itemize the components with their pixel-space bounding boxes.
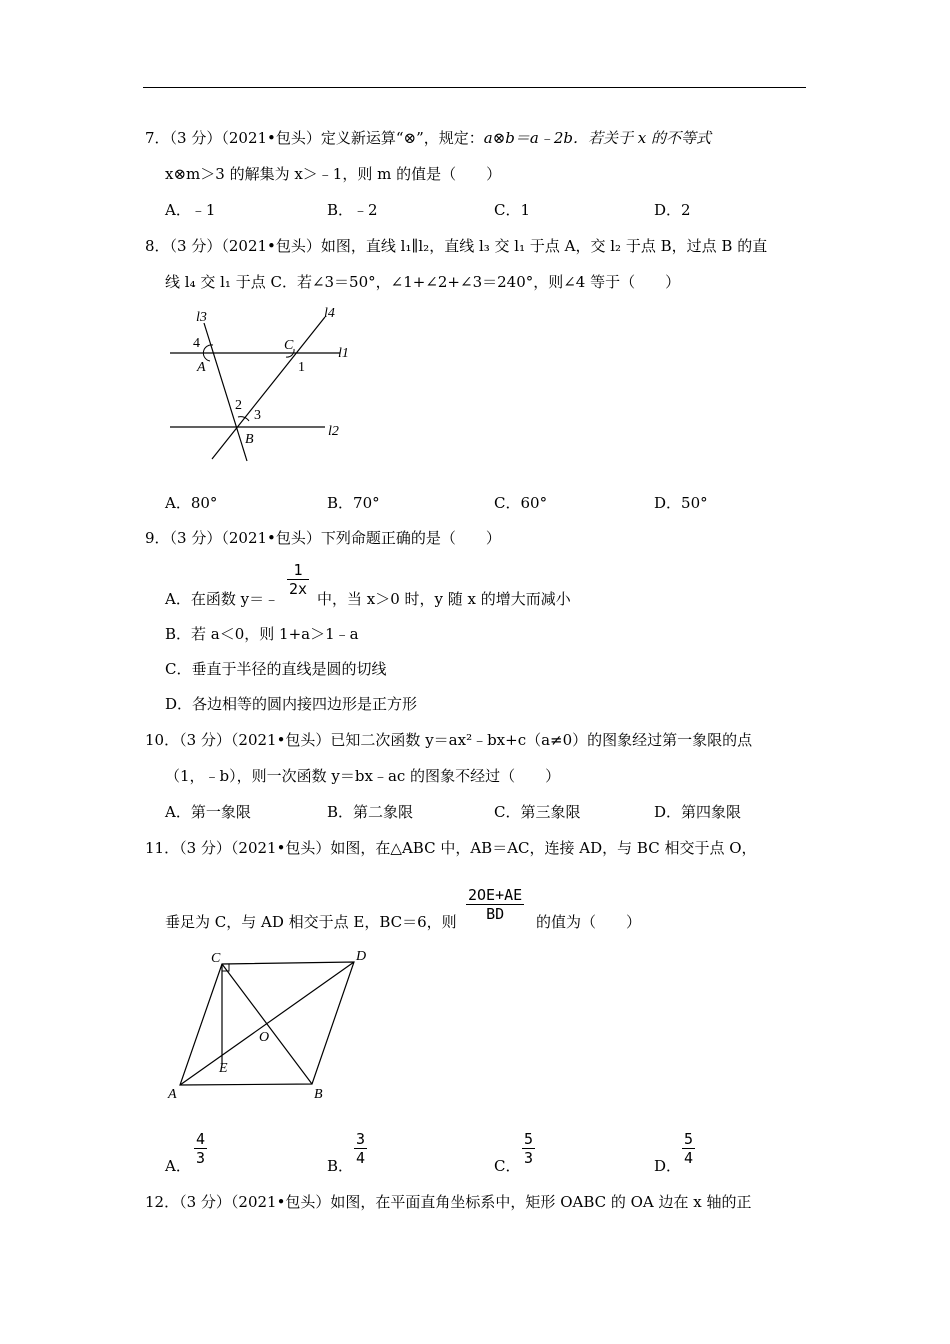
- q8-option-c: C．60°: [494, 494, 548, 512]
- q10-option-c: C．第三象限: [494, 803, 581, 821]
- q11-option-a-label: A．: [165, 1157, 191, 1175]
- q11-figure: [162, 940, 382, 1105]
- q8-label-c: C: [284, 338, 294, 353]
- q8-label-4: 4: [193, 336, 200, 351]
- q10-option-d: D．第四象限: [654, 803, 742, 821]
- q9-option-a-post: 中，当 x＞0 时，y 随 x 的增大而减小: [317, 590, 571, 608]
- q8-line1: 8．（3 分）（2021•包头）如图，直线 l₁∥l₂，直线 l₃ 交 l₁ 于点 A，交 l₂ 于点 B，过点 B 的直: [145, 237, 768, 255]
- q11-fraction-den: BD: [486, 905, 505, 923]
- q7-option-d: D．2: [654, 201, 691, 219]
- q10-line1: 10．（3 分）（2021•包头）已知二次函数 y＝ax²﹣bx+c（a≠0）的图象经过第一象限的点: [145, 731, 753, 749]
- q11-option-a-frac: [194, 1130, 207, 1167]
- header-rule: [143, 87, 806, 88]
- q11-option-b-label: B．: [327, 1157, 354, 1175]
- q7-option-a: A．﹣1: [165, 201, 216, 219]
- q11-option-c-frac: [522, 1130, 535, 1167]
- q8-label-l1: l1: [338, 346, 349, 361]
- q8-label-3: 3: [254, 408, 261, 423]
- q11-option-a-num: 4: [196, 1130, 206, 1148]
- q8-option-d: D．50°: [654, 494, 708, 512]
- q11-line1: 11．（3 分）（2021•包头）如图，在△ABC 中，AB＝AC，连接 AD，与 BC 相交于点 O，: [145, 839, 757, 857]
- q8-label-b: B: [245, 432, 254, 447]
- q8-line2: 线 l₄ 交 l₁ 于点 C．若∠3＝50°，∠1+∠2+∠3＝240°，则∠4 等于（ ）: [165, 273, 681, 291]
- q11-option-b-frac: [354, 1130, 367, 1167]
- q8-label-1: 1: [298, 360, 305, 375]
- q10-line2: （1，﹣b），则一次函数 y＝bx﹣ac 的图象不经过（ ）: [165, 767, 561, 785]
- q11-line2-post: 的值为（ ）: [536, 913, 642, 931]
- q11-label-c: C: [211, 951, 221, 966]
- q11-option-b-num: 3: [356, 1130, 366, 1148]
- q11-option-d-label: D．: [654, 1157, 682, 1175]
- q8-label-2: 2: [235, 398, 242, 413]
- q9-fraction-num: 1: [287, 561, 309, 580]
- q12-line1: 12．（3 分）（2021•包头）如图，在平面直角坐标系中，矩形 OABC 的 OA 边在 x 轴的正: [145, 1193, 752, 1211]
- q9-option-c: C．垂直于半径的直线是圆的切线: [165, 660, 387, 678]
- q7-option-c: C．1: [494, 201, 531, 219]
- q11-label-e: E: [219, 1061, 228, 1076]
- q9-fraction: [287, 561, 309, 598]
- q7-option-b: B．﹣2: [327, 201, 378, 219]
- q7-line1: 7．（3 分）（2021•包头）定义新运算“⊗”，规定：a⊗b＝a﹣2b．若关于 x 的不等式: [145, 129, 711, 147]
- q11-label-d: D: [356, 949, 367, 964]
- q11-option-a-den: 3: [196, 1149, 206, 1167]
- q8-option-b: B．70°: [327, 494, 380, 512]
- q11-option-b-den: 4: [356, 1149, 366, 1167]
- q11-option-d-frac: [682, 1130, 695, 1167]
- q11-option-d-num: 5: [684, 1130, 694, 1148]
- q11-line2-pre: 垂足为 C，与 AD 相交于点 E，BC＝6，则: [165, 913, 457, 931]
- q10-option-b: B．第二象限: [327, 803, 414, 821]
- q11-label-o: O: [259, 1030, 270, 1045]
- q11-option-c-den: 3: [524, 1149, 534, 1167]
- q8-figure: [160, 305, 360, 465]
- q11-option-c-label: C．: [494, 1157, 521, 1175]
- q9-option-d: D．各边相等的圆内接四边形是正方形: [165, 695, 418, 713]
- q9-option-a-pre: A．在函数 y＝﹣: [165, 590, 280, 608]
- q8-label-l2: l2: [328, 424, 339, 439]
- q11-label-a: A: [168, 1087, 177, 1102]
- q11-label-b: B: [314, 1087, 323, 1102]
- q8-label-a: A: [197, 360, 206, 375]
- q9-line1: 9．（3 分）（2021•包头）下列命题正确的是（ ）: [145, 529, 501, 547]
- q11-option-d-den: 4: [684, 1149, 694, 1167]
- q8-label-l3: l3: [196, 310, 207, 325]
- q11-option-c-num: 5: [524, 1130, 534, 1148]
- q8-option-a: A．80°: [165, 494, 218, 512]
- q10-option-a: A．第一象限: [165, 803, 251, 821]
- q9-option-b: B．若 a＜0，则 1+a＞1﹣a: [165, 625, 359, 643]
- q11-fraction: [466, 886, 524, 923]
- q9-fraction-den: 2x: [289, 580, 308, 598]
- q11-fraction-num: 2OE+AE: [468, 886, 523, 904]
- q7-line2: x⊗m＞3 的解集为 x＞﹣1，则 m 的值是（ ）: [165, 165, 502, 183]
- q8-label-l4: l4: [324, 306, 335, 321]
